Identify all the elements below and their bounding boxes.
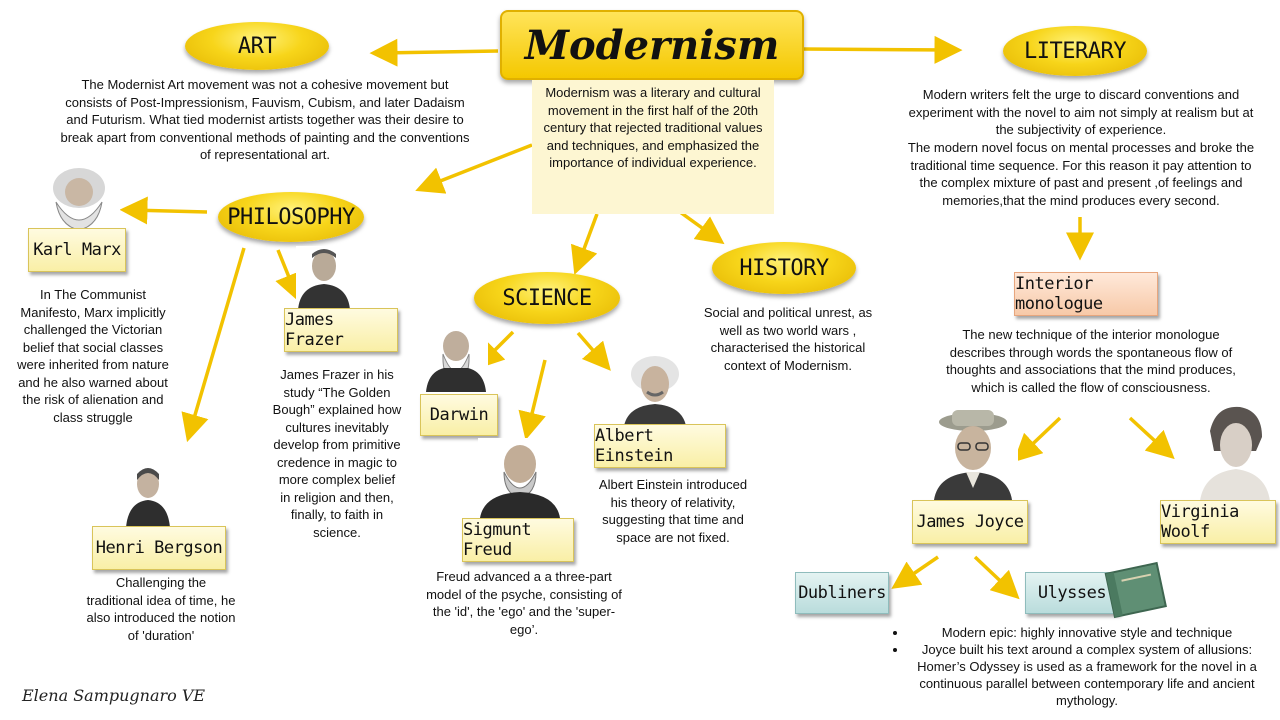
albert-einstein-label: Albert Einstein [595, 426, 673, 466]
darwin-tag [420, 394, 498, 436]
history-text: Social and political unrest, as well as two world wars , characterised the historical context of Modernism. [703, 305, 873, 373]
james-joyce-portrait [928, 408, 1018, 500]
page-title: Modernism [524, 21, 780, 69]
history-oval [712, 242, 856, 294]
science-oval [474, 272, 620, 324]
karl-marx-portrait [38, 166, 120, 230]
virginia-woolf-portrait [1196, 401, 1270, 501]
author-signature: Elena Sampugnaro VE [22, 686, 206, 705]
henri-bergson-text: Challenging the traditional idea of time, he also introduced the notion of 'duration' [86, 575, 236, 643]
ulysses-notes [890, 624, 1266, 709]
ulysses-note-1: • Modern epic: highly innovative style and technique [908, 624, 1266, 641]
art-oval [185, 22, 329, 70]
intro-text: Modernism was a literary and cultural movement in the first half of the 20th century that rejected traditional values and techniques, and emphasized the importance of individual experience. [543, 85, 763, 170]
dubliners-tag [795, 572, 889, 614]
philosophy-label: PHILOSOPHY [227, 204, 355, 230]
literary-text-2: The modern novel focus on mental processes and broke the traditional time sequence. For this reason it pay attention to the complex mixture of past and present ,of feelings and memories,that the mind produces every second. [907, 140, 1255, 208]
art-label: ART [237, 33, 277, 59]
virginia-woolf-tag [1160, 500, 1276, 544]
sigmunt-freud-tag [462, 518, 574, 562]
philosophy-oval [218, 192, 364, 242]
history-label: HISTORY [739, 255, 829, 281]
sigmunt-freud-text: Freud advanced a a three-part model of the psyche, consisting of the 'id', the 'ego' and the 'super-ego’. [426, 569, 622, 637]
sigmunt-freud-label: Sigmunt Freud [463, 520, 532, 560]
karl-marx-tag [28, 228, 126, 272]
henri-bergson-tag [92, 526, 226, 570]
henri-bergson-label: Henri Bergson [95, 538, 223, 558]
science-label: SCIENCE [502, 285, 592, 311]
james-frazer-tag [284, 308, 398, 352]
ulysses-note-2: • Joyce built his text around a complex system of allusions: Homer’s Odyssey is used as a framework for the novel in a continuous parallel between contemporary life and ancient mythology. [908, 641, 1266, 709]
interior-monologue-text: The new technique of the interior monologue describes through words the spontaneous flow of thoughts and associations that the mind produces, which is called the flow of consciousness. [946, 327, 1236, 395]
james-frazer-text: James Frazer in his study “The Golden Bough” explained how cultures inevitably develop from primitive credence in magic to more complex belief in religion and then, finally, to faith in science. [272, 367, 402, 540]
title-box [500, 10, 804, 80]
albert-einstein-tag [594, 424, 726, 468]
karl-marx-label: Karl Marx [33, 240, 121, 260]
literary-text-1: Modern writers felt the urge to discard conventions and experiment with the novel to aim not simply at realism but at the subjectivity of experience. [908, 87, 1254, 137]
interior-monologue-tag [1014, 272, 1158, 316]
albert-einstein-text: Albert Einstein introduced his theory of relativity, suggesting that time and space are not fixed. [598, 477, 748, 545]
literary-label: LITERARY [1024, 38, 1126, 64]
albert-einstein-portrait [620, 352, 690, 426]
interior-monologue-label: Interior monologue [1015, 274, 1103, 314]
sigmunt-freud-portrait [478, 438, 562, 518]
james-joyce-label: James Joyce [916, 512, 1024, 532]
james-joyce-tag [912, 500, 1028, 544]
art-text: The Modernist Art movement was not a cohesive movement but consists of Post-Impressionism, Fauvism, Cubism, and later Dadaism and Futurism. What tied modernist artists together was their desire to break apart from conventional methods of painting and the conventions of representational art. [60, 77, 470, 162]
dubliners-label: Dubliners [798, 583, 886, 603]
james-frazer-portrait [296, 246, 352, 310]
ulysses-book-icon [1100, 560, 1172, 622]
henri-bergson-portrait [124, 466, 172, 528]
virginia-woolf-label: Virginia Woolf [1161, 502, 1239, 542]
literary-oval [1003, 26, 1147, 76]
ulysses-label: Ulysses [1037, 583, 1107, 603]
darwin-label: Darwin [429, 405, 489, 425]
darwin-portrait [424, 326, 488, 392]
karl-marx-text: In The Communist Manifesto, Marx implicitly challenged the Victorian belief that social classes were inherited from nature and he also warned about the risk of alienation and class struggle [17, 287, 169, 425]
james-frazer-label: James Frazer [285, 310, 344, 350]
